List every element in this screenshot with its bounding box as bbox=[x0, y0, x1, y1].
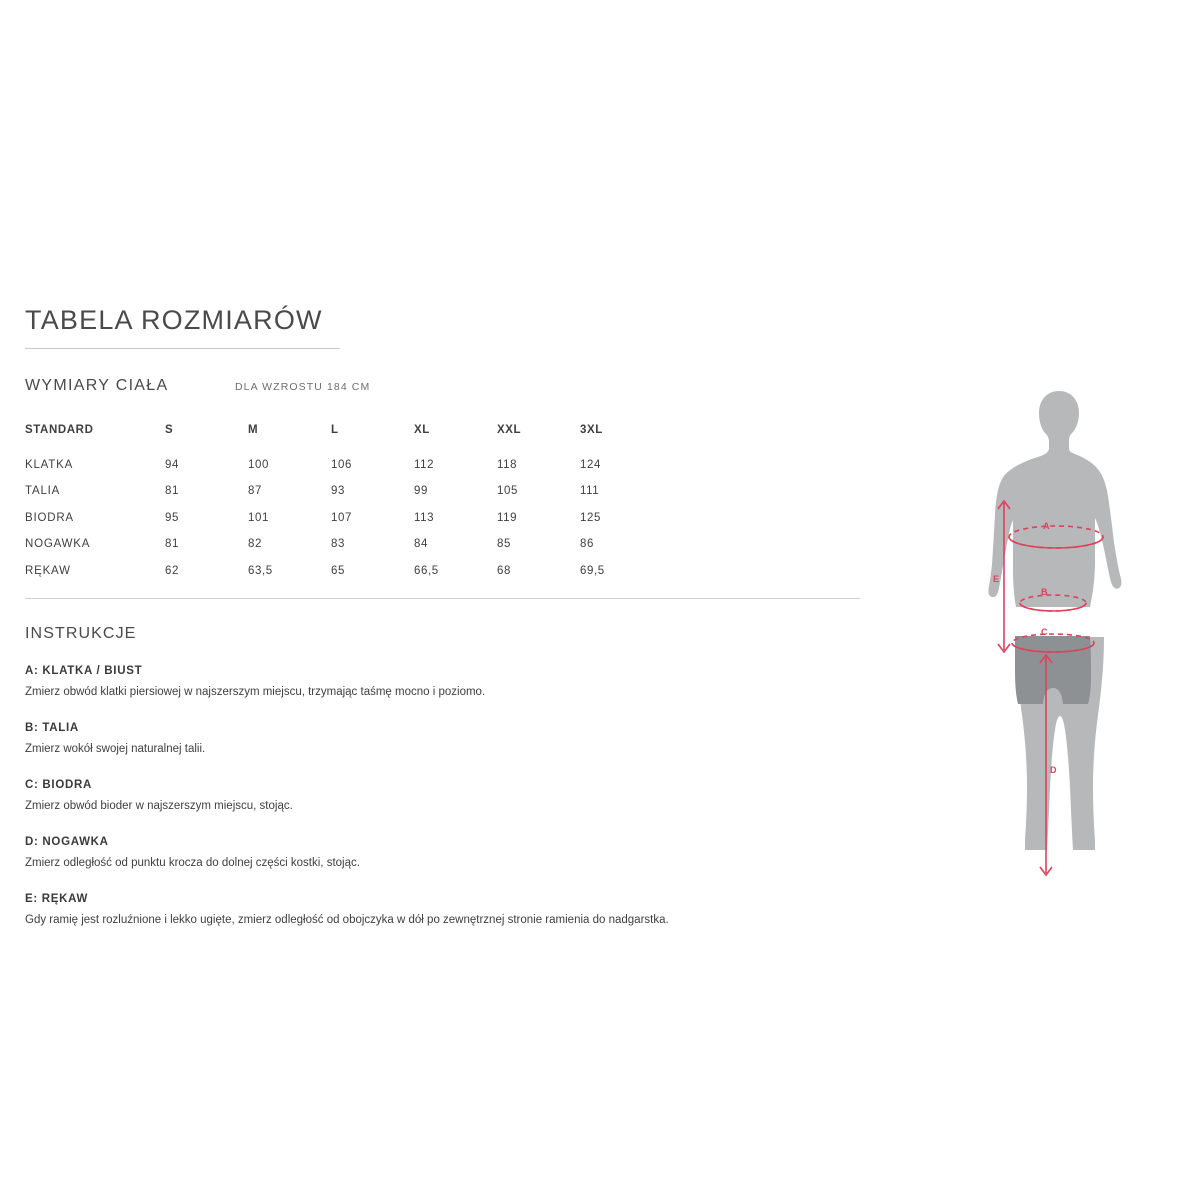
table-row bbox=[25, 505, 663, 532]
table-cell: 113 bbox=[414, 511, 435, 524]
instruction-heading: E: RĘKAW bbox=[25, 892, 89, 905]
table-row bbox=[25, 531, 663, 558]
table-cell: 84 bbox=[414, 538, 428, 551]
table-row bbox=[25, 452, 663, 479]
instruction-text: Zmierz obwód klatki piersiowej w najszerszym miejscu, trzymając taśmę mocno i poziomo. bbox=[25, 686, 486, 698]
instruction-item bbox=[25, 722, 860, 757]
body-silhouette bbox=[988, 391, 1121, 850]
table-cell: 101 bbox=[248, 511, 269, 524]
instructions-title: INSTRUKCJE bbox=[25, 625, 137, 642]
label-hips: C bbox=[1041, 627, 1048, 637]
table-cell: 62 bbox=[165, 564, 179, 577]
instruction-item bbox=[25, 665, 860, 700]
row-label: RĘKAW bbox=[25, 564, 71, 577]
instruction-item bbox=[25, 893, 860, 928]
table-cell: 82 bbox=[248, 538, 262, 551]
body-measurements-header bbox=[25, 377, 860, 395]
measurement-figure bbox=[955, 385, 1175, 905]
table-cell: 125 bbox=[580, 511, 601, 524]
table-cell: 95 bbox=[165, 511, 179, 524]
label-waist: B bbox=[1041, 587, 1048, 597]
table-cell: 124 bbox=[580, 458, 601, 471]
table-header-cell: 3XL bbox=[580, 424, 603, 437]
table-row bbox=[25, 558, 663, 585]
instruction-heading: C: BIODRA bbox=[25, 778, 92, 791]
table-cell: 118 bbox=[497, 458, 518, 471]
table-row bbox=[25, 478, 663, 505]
label-sleeve: E bbox=[993, 574, 1000, 584]
table-divider bbox=[25, 598, 860, 599]
size-table bbox=[25, 417, 663, 584]
table-cell: 93 bbox=[331, 485, 345, 498]
instruction-heading: D: NOGAWKA bbox=[25, 835, 109, 848]
row-label: TALIA bbox=[25, 485, 61, 498]
body-diagram-svg bbox=[955, 385, 1175, 905]
table-header-cell: XXL bbox=[497, 424, 522, 437]
label-inseam: D bbox=[1050, 765, 1057, 775]
table-cell: 94 bbox=[165, 458, 179, 471]
table-cell: 68 bbox=[497, 564, 511, 577]
table-cell: 63,5 bbox=[248, 564, 273, 577]
table-header-cell: XL bbox=[414, 424, 430, 437]
row-label: BIODRA bbox=[25, 511, 74, 524]
table-cell: 66,5 bbox=[414, 564, 439, 577]
table-header-row bbox=[25, 417, 663, 452]
table-header-cell: M bbox=[248, 424, 259, 437]
table-cell: 69,5 bbox=[580, 564, 605, 577]
table-cell: 65 bbox=[331, 564, 345, 577]
table-header-cell: S bbox=[165, 424, 174, 437]
page-title: TABELA ROZMIARÓW bbox=[25, 305, 340, 349]
instruction-text: Zmierz odległość od punktu krocza do dolnej części kostki, stojąc. bbox=[25, 856, 360, 869]
instruction-text: Zmierz wokół swojej naturalnej talii. bbox=[25, 742, 206, 755]
table-cell: 106 bbox=[331, 458, 352, 471]
row-label: KLATKA bbox=[25, 458, 74, 471]
table-cell: 119 bbox=[497, 511, 518, 524]
table-cell: 85 bbox=[497, 538, 511, 551]
label-chest: A bbox=[1043, 521, 1050, 531]
section-subtitle: DLA WZROSTU 184 CM bbox=[235, 381, 371, 393]
table-cell: 83 bbox=[331, 538, 345, 551]
content-column bbox=[25, 305, 860, 928]
table-cell: 111 bbox=[580, 485, 600, 498]
row-label: NOGAWKA bbox=[25, 538, 91, 551]
table-header-cell: L bbox=[331, 424, 339, 437]
table-cell: 81 bbox=[165, 485, 179, 498]
instruction-item bbox=[25, 779, 860, 814]
table-cell: 100 bbox=[248, 458, 269, 471]
instruction-text: Zmierz obwód bioder w najszerszym miejscu, stojąc. bbox=[25, 799, 293, 812]
table-cell: 107 bbox=[331, 511, 352, 524]
instruction-item bbox=[25, 836, 860, 871]
instruction-heading: A: KLATKA / BIUST bbox=[25, 665, 143, 677]
table-cell: 99 bbox=[414, 485, 428, 498]
table-header-cell: STANDARD bbox=[25, 424, 94, 437]
instruction-text: Gdy ramię jest rozluźnione i lekko ugięte, zmierz odległość od obojczyka w dół po zewnętrznej stronie ramienia do nadgarstka. bbox=[25, 913, 669, 926]
table-cell: 112 bbox=[414, 458, 435, 471]
section-title: WYMIARY CIAŁA bbox=[25, 377, 169, 394]
table-cell: 87 bbox=[248, 485, 262, 498]
table-cell: 105 bbox=[497, 485, 518, 498]
table-cell: 86 bbox=[580, 538, 594, 551]
instruction-heading: B: TALIA bbox=[25, 721, 79, 734]
table-cell: 81 bbox=[165, 538, 179, 551]
